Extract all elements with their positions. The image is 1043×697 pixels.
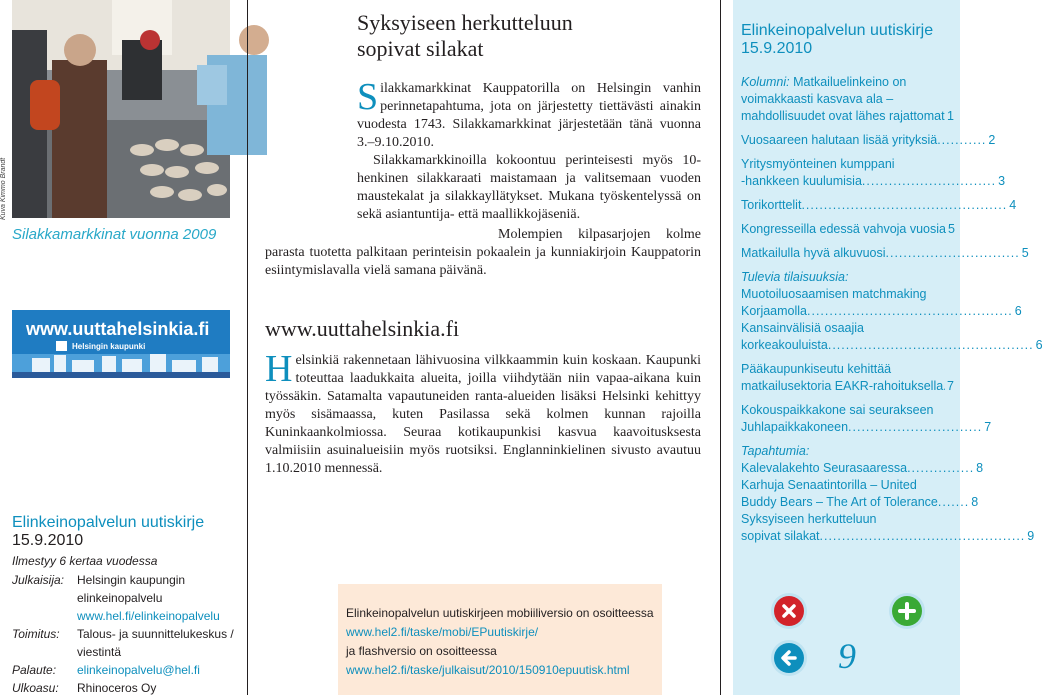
- banner-title: www.uuttahelsinkia.fi: [26, 319, 210, 339]
- banner-subtitle: Helsingin kaupunki: [72, 342, 146, 351]
- toc-text: korkeakouluista: [741, 338, 828, 352]
- toc-entry[interactable]: Matkailulla hyvä alkuvuosi .............................. 5: [741, 246, 1029, 260]
- drop-cap-h: H: [265, 348, 293, 390]
- publisher-url-link[interactable]: www.hel.fi/elinkeinopalvelu: [77, 609, 220, 623]
- imprint: [12, 571, 237, 697]
- toc-page-number: 8: [976, 461, 984, 475]
- uuttahelsinkia-banner[interactable]: [12, 310, 230, 378]
- sidebar-title: [741, 22, 933, 58]
- toc-entry[interactable]: Kokouspaikkakone sai seurakseen Juhlapaikkakoneen .............................. 7: [741, 403, 992, 434]
- toc-page-number: 9: [1027, 529, 1035, 543]
- toc-text: matkailusektoria EAKR-rahoituksella: [741, 379, 944, 393]
- mobile-url-link[interactable]: www.hel2.fi/taske/mobi/EPuutiskirje/: [346, 625, 539, 639]
- toc-text: Vuosaareen halutaan lisää yrityksiä: [741, 133, 938, 147]
- plus-icon: [897, 601, 917, 621]
- close-icon: [780, 602, 798, 620]
- headline-line-2: sopivat silakat: [357, 36, 484, 61]
- toc-text: Matkailuelinkeino on: [793, 75, 907, 89]
- toc-text: Kansainvälisiä osaajia: [741, 321, 864, 335]
- toc-text: Yritysmyönteinen kumppani: [741, 157, 895, 171]
- column-divider: [247, 0, 248, 695]
- toc-text: Kokouspaikkakone sai seurakseen: [741, 403, 934, 417]
- editor-label: Toimitus:: [12, 627, 60, 641]
- toc-page-number: 5: [948, 222, 955, 236]
- mobile-version-box: [338, 584, 662, 695]
- editor-line-1: Talous- ja suunnittelukeskus /: [77, 627, 234, 641]
- mobile-box-line-1: Elinkeinopalvelun uutiskirjeen mobiiliversio on osoitteessa: [346, 606, 654, 620]
- toc-page-number: 6: [1014, 304, 1022, 318]
- toc-text: Korjaamolla: [741, 304, 808, 318]
- close-button[interactable]: [774, 596, 804, 626]
- toc-entry[interactable]: [741, 361, 954, 395]
- paragraph-3-text: Molempien kilpasarjojen kolme parasta tuotetta palkitaan perinteisin pokaalein ja kunniakirjoin Kauppatorin esiintymislavalla vielä samana päivänä.: [265, 227, 701, 278]
- layout-label: Ulkoasu:: [12, 681, 59, 695]
- add-button[interactable]: [892, 596, 922, 626]
- toc-page-number: 3: [998, 174, 1006, 188]
- article-paragraph-4: [265, 348, 701, 478]
- toc-entry[interactable]: [741, 221, 954, 238]
- toc-text: -hankkeen kuulumisia: [741, 174, 862, 188]
- headline-line-1: Syksyiseen herkutteluun: [357, 10, 573, 35]
- toc-page-number: 4: [1009, 198, 1017, 212]
- toc-page-number: 8: [971, 495, 979, 509]
- toc-entry[interactable]: [741, 74, 954, 125]
- toc-page-number: 7: [947, 379, 954, 393]
- publisher-label: Julkaisija:: [12, 573, 65, 587]
- layout-value: Rhinoceros Oy: [77, 681, 157, 695]
- sidebar-title-text: Elinkeinopalvelun uutiskirje: [741, 22, 934, 39]
- toc-entry[interactable]: Tulevia tilaisuuksia: Muotoiluosaamisen matchmaking Korjaamolla .............................................. 6 Kansainvälisiä osaajia korkeakouluista .............................................. 6: [741, 270, 1043, 352]
- toc-text: Syksyiseen herkutteluun: [741, 512, 877, 526]
- photo-caption: Silakkamarkkinat vuonna 2009: [12, 226, 217, 243]
- toc-page-number: 5: [1021, 246, 1029, 260]
- back-button[interactable]: [774, 643, 804, 673]
- paragraph-4-text: elsinkiä rakennetaan lähivuosina vilkkaammin kuin koskaan. Kaupunki toteuttaa laadukkaita alueita, joilla viihdytään niin vapaa-aikana kuin työssäkin. Satamalta vapautuneiden ranta-alueiden lisäksi Helsinki kehittyy myös sisämaassa, kuten Pasilassa sekä kolmen kunnan rajoilla Kuninkaankolmiossa. Seuraa kotikaupunkisi kasvua kaavoitusksesta valmiisiin asuinalueisiin myös ruotsiksi. Englanninkielinen sivusto avautuu 1.10.2010 mennessä.: [265, 353, 701, 476]
- toc-kicker: Tulevia tilaisuuksia:: [741, 270, 849, 284]
- feedback-label: Palaute:: [12, 663, 57, 677]
- arrow-left-icon: [779, 648, 799, 668]
- toc-text: Muotoiluosaamisen matchmaking: [741, 287, 927, 301]
- publisher-line-2: elinkeinopalvelu: [77, 591, 163, 605]
- flash-url-link[interactable]: www.hel2.fi/taske/julkaisut/2010/150910epuutisk.html: [346, 663, 630, 677]
- publisher-line-1: Helsingin kaupungin: [77, 573, 186, 587]
- toc-entry[interactable]: Tapahtumia: Kalevalakehto Seurasaaressa ............... 8 Karhuja Senaatintorilla – United Buddy Bears – The Art of Tolerance ....... 8 Syksyiseen herkutteluun sopivat silakat .............................................. 9: [741, 444, 1035, 543]
- section-headline: www.uuttahelsinkia.fi: [265, 316, 460, 341]
- frequency-text: Ilmestyy 6 kertaa vuodessa: [12, 554, 158, 568]
- paragraph-1-text: ilakkamarkkinat Kauppatorilla on Helsingin vanhin perinnetapahtuma, jota on järjestetty tiettävästi ainakin vuodesta 1743. Silakkamarkkinat järjestetään tänä vuonna 3.–9.10.2010.: [357, 81, 701, 150]
- article-paragraph-3: [265, 226, 701, 280]
- editor-line-2: viestintä: [77, 645, 122, 659]
- toc-text: Matkailulla hyvä alkuvuosi: [741, 246, 886, 260]
- toc-text: voimakkaasti kasvava ala –: [741, 92, 894, 106]
- toc-text: Kongresseilla edessä vahvoja vuosia: [741, 222, 946, 236]
- newsletter-title: [12, 514, 204, 550]
- sidebar-date: 15.9.2010: [741, 40, 813, 57]
- toc-text: sopivat silakat: [741, 529, 820, 543]
- toc-text: Juhlapaikkakoneen: [741, 420, 849, 434]
- article-paragraph-2: Silakkamarkkinoilla kokoontuu perinteisesti myös 10-henkinen silakkaraati maistamaan ja valitsemaan vuoden maustekalat ja silakkayllätykset. Mukana työskentelyssä on sekä asiantuntija- että maallikkojäseniä.: [357, 153, 701, 222]
- sidebar-divider: [720, 0, 721, 695]
- newsletter-title-text: Elinkeinopalvelun uutiskirje: [12, 514, 205, 531]
- market-photo: [12, 0, 230, 218]
- page-number: 9: [838, 636, 856, 676]
- table-of-contents: [741, 74, 1043, 552]
- feedback-email-link[interactable]: elinkeinopalvelu@hel.fi: [77, 663, 200, 677]
- toc-entry[interactable]: Yritysmyönteinen kumppani -hankkeen kuulumisia .............................. 3: [741, 157, 1006, 188]
- toc-page-number: 2: [988, 133, 996, 147]
- toc-page-number: 1: [947, 109, 954, 123]
- article-headline: [357, 10, 697, 62]
- toc-page-number: 7: [984, 420, 992, 434]
- toc-text: Torikorttelit: [741, 198, 802, 212]
- photo-credit: Kuva Kimmo Brandt: [0, 157, 7, 220]
- mobile-box-line-2: ja flashversio on osoitteessa: [346, 644, 497, 658]
- toc-text: Kalevalakehto Seurasaaressa: [741, 461, 908, 475]
- toc-text: Pääkaupunkiseutu kehittää: [741, 362, 892, 376]
- toc-entry[interactable]: Torikorttelit .............................................. 4: [741, 198, 1017, 212]
- toc-text: Buddy Bears – The Art of Tolerance: [741, 495, 938, 509]
- drop-cap-s: S: [357, 76, 379, 118]
- toc-text: mahdollisuudet ovat lähes rajattomat: [741, 109, 945, 123]
- toc-kicker: Tapahtumia:: [741, 444, 810, 458]
- toc-page-number: 6: [1035, 338, 1043, 352]
- newsletter-date: 15.9.2010: [12, 532, 84, 549]
- article-paragraph-1: [357, 76, 701, 152]
- toc-text: Karhuja Senaatintorilla – United: [741, 478, 917, 492]
- toc-entry[interactable]: Vuosaareen halutaan lisää yrityksiä ........... 2: [741, 133, 996, 147]
- toc-kicker: Kolumni:: [741, 75, 790, 89]
